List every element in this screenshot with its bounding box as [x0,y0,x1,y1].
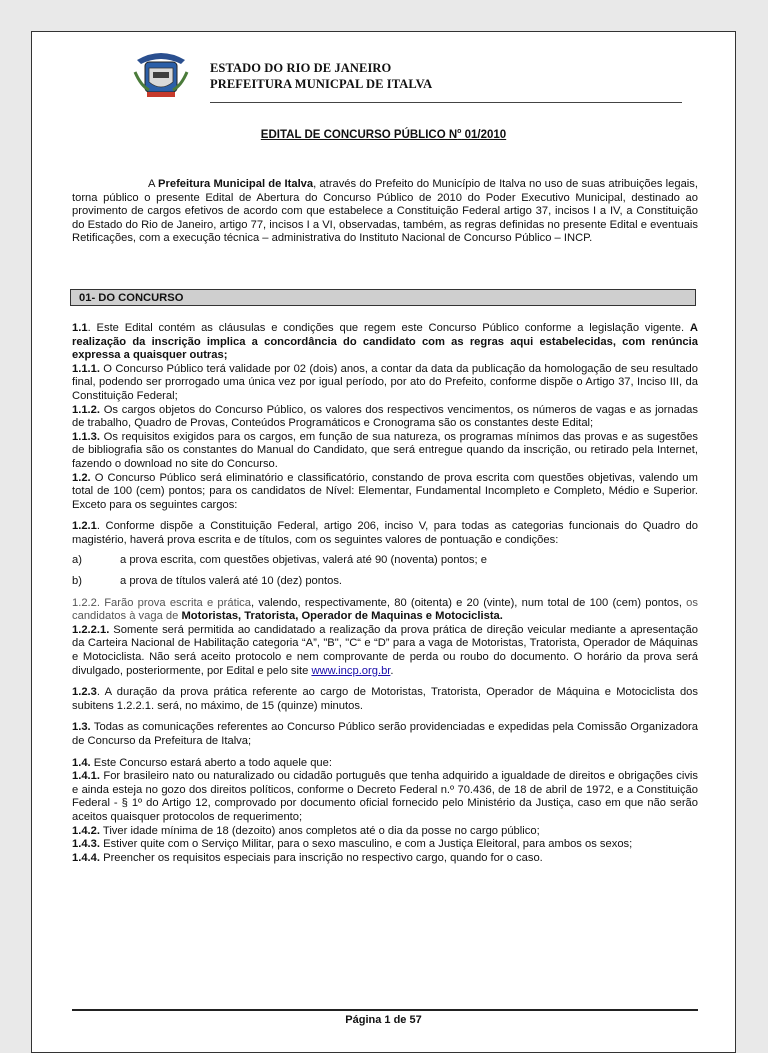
section-body [72,322,698,865]
item-1-4-2: 1.4.2. Tiver idade mínima de 18 (dezoito) anos completos até o dia da posse no cargo público; [72,824,540,837]
intro-paragraph: A Prefeitura Municipal de Italva, através do Prefeito do Município de Italva no uso de suas atribuições legais, torna público o presente Edital de Abertura do Concurso Público de 2010 do Poder Executivo Municipal, destinado ao provimento de cargos efetivos de acordo com que estabelece a Constituição Federal artigo 37, incisos I a IV, a Constituição do Estado do Rio de Janeiro, artigo 77, incisos I a VI, observadas, também, as regras definidas no presente Edital e eventuais Retificações, com a execução técnica – administrativa do Instituto Nacional de Concurso Público – INCP. [72,178,698,245]
item-1-2: 1.2. O Concurso Público será eliminatório e classificatório, constando de prova escrita com questões objetivas, valendo um total de 100 (cem) pontos; para os candidatos de Nível: Elementar, Fundamental Incompleto e Completo, Médio e Superior. Exceto para os seguintes cargos: [72,471,698,511]
item-1-1-2: 1.1.2. Os cargos objetos do Concurso Público, os valores dos respectivos vencimentos, os números de vagas e as jornadas de trabalho, Quadro de Provas, Conteúdos Programáticos e Cronograma são os constantes deste Edital; [72,403,698,430]
header-divider [210,102,682,103]
item-1-4-1: 1.4.1. For brasileiro nato ou naturalizado ou cidadão português que tenha adquirido a igualdade de direitos e obrigações civis e ainda esteja no gozo dos direitos políticos, conforme o Decreto Federal n.º 70.436, de 18 de abril de 1972, e a Constituição Federal - § 1º do Artigo 12, comprovado por documento oficial fornecido pelo Ministério da Justiça, caso em que não serão aceitos quaisquer protocolos de requerimento; [72,770,698,823]
score-list [72,554,698,589]
item-1-3: 1.3. Todas as comunicações referentes ao Concurso Público serão providenciadas e expedidas pela Comissão Organizadora de Concurso da Prefeitura de Italva; [72,721,698,748]
item-1-4-3: 1.4.3. Estiver quite com o Serviço Militar, para o sexo masculino, e com a Justiça Eleitoral, para ambos os sexos; [72,838,633,851]
document-title: EDITAL DE CONCURSO PÚBLICO $N^o$ 01/2010 [260,128,507,141]
item-1-1-1: 1.1.1. O Concurso Público terá validade por 02 (dois) anos, a contar da data da publicação da homologação de seu resultado final, podendo ser prorrogado uma única vez por igual período, por ato do Prefeito, conforme dispõe o Artigo 37, Inciso III, da Constituição Federal; [72,362,698,402]
item-1-2-2: 1.2.2. Farão prova escrita e prática, valendo, respectivamente, 80 (oitenta) e 20 (vinte), num total de 100 (cem) pontos, os candidatos à vaga de Motoristas, Tratorista, Operador de Maquinas e Motociclista. [72,596,698,623]
item-1-4-4: 1.4.4. Preencher os requisitos especiais para inscrição no respectivo cargo, quando for o caso. [72,851,543,864]
municipal-crest-icon [131,42,191,102]
list-item: b) a prova de títulos valerá até 10 (dez) pontos. [72,575,343,588]
item-1-1-3: 1.1.3. Os requisitos exigidos para os cargos, em função de sua natureza, os programas mínimos das provas e as sugestões de bibliografia são os constantes do Manual do Candidato, que será entregue quando da inscrição, ou retirado pela Internet, fazendo o download no site do Concurso. [72,430,698,470]
item-1-4: 1.4. Este Concurso estará aberto a todo aquele que: [72,756,332,769]
header-state: ESTADO DO RIO DE JANEIRO [210,61,392,75]
item-1-2-3: 1.2.3. A duração da prova prática referente ao cargo de Motoristas, Tratorista, Operador de Máquina e Motociclista dos subitens 1.2.2.1. será, no máximo, de 15 (quinze) minutos. [72,686,698,712]
document-page [31,31,736,1053]
header-prefecture: PREFEITURA MUNICPAL DE ITALVA [210,77,433,91]
incp-link[interactable]: www.incp.org.br [311,664,391,677]
section-heading: 01- DO CONCURSO [70,289,696,306]
list-item: a) a prova escrita, com questões objetivas, valerá até 90 (noventa) pontos; e [72,553,487,566]
item-1-2-1: 1.2.1. Conforme dispõe a Constituição Federal, artigo 206, inciso V, para todas as categorias funcionais do Quadro do magistério, haverá prova escrita e de títulos, com os seguintes valores de pontuação e condições: [72,520,698,546]
page-number: Página 1 de 57 [345,1014,422,1026]
item-1-2-2-1: 1.2.2.1. Somente será permitida ao candidatado a realização da prova prática de direção veicular mediante a apresentação da Carteira Nacional de Habilitação categoria “A”, "B", "C“ e “D” para a vaga de Motoristas, Tratorista, Operador de Máquinas e Motociclista. Não será aceito protocolo e nem comprovante de perda ou roubo do documento. O horário da prova será divulgado, posteriormente, por Edital e pelo site www.incp.org.br. [72,623,698,677]
footer-divider [72,1009,698,1011]
item-1-1: 1.1. Este Edital contém as cláusulas e condições que regem este Concurso Público conforme a legislação vigente. A realização da inscrição implica a concordância do candidato com as regras aqui estabelecidas, com renúncia expressa a quaisquer outras; [72,322,698,362]
